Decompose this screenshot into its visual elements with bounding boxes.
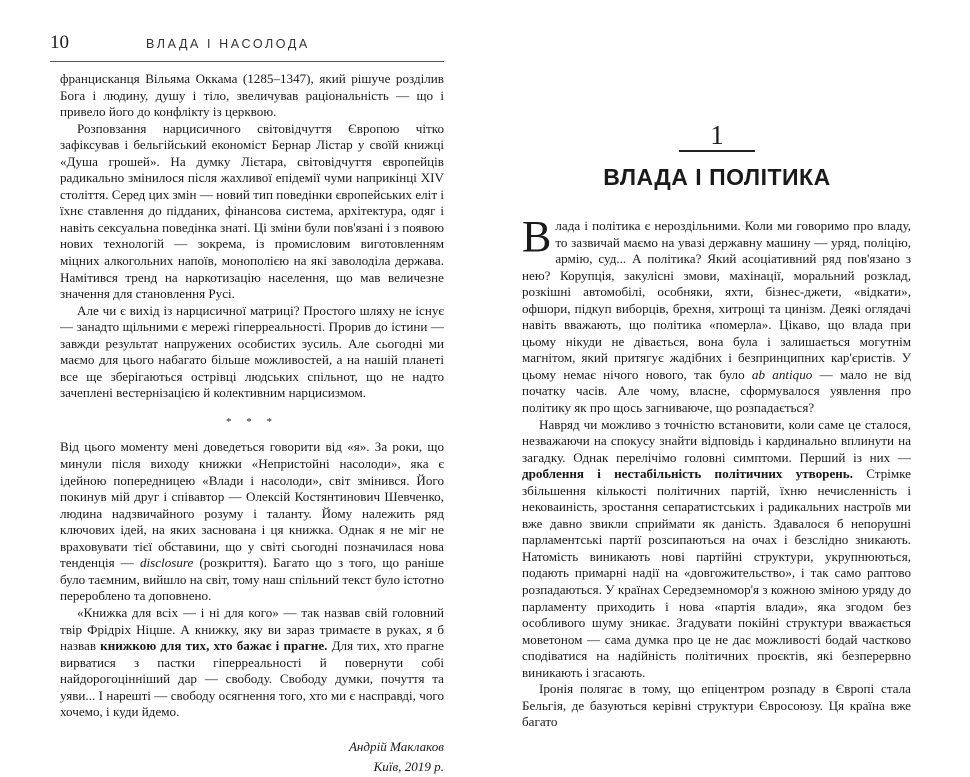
section-separator: * * * (226, 415, 278, 428)
paragraph: Іронія полягає в тому, що епіцентром розпаду в Європі стала Бельгія, де базуються керівні структури Євросоюзу. Ця країна вже багато (522, 681, 911, 730)
drop-cap: В (522, 212, 552, 261)
right-body-text (522, 212, 911, 731)
paragraph: Розповзання нарцисичного світовідчуття Європою чітко зафіксував і бельгійський економіст Бернар Лістар у своїй книжці «Душа грошей». На думку Лієтара, світовідчуття європейців радикально змінилося після жахливої епідемії чуми наприкінці XIV століття. Серед цих змін — новий тип поведінки європейських еліт і їхнє ставлення до підданих, фінансова система, архітектура, одяг і навіть сексуальна поведінка знаті. Ці зміни були пов'язані і з появою нових технологій — зокрема, із промисловим виготовленням міцних алкогольних напоїв, монополією на які заволоділа держава. Намітився тренд на наркотизацію населення, що мав величезне значення для становлення Русі. (60, 120, 444, 302)
chapter-rule (679, 150, 755, 152)
running-title: ВЛАДА І НАСОЛОДА (146, 37, 310, 51)
chapter-title: ВЛАДА І ПОЛІТИКА (603, 164, 831, 190)
signature (60, 737, 444, 777)
text-run: Стрімке збільшення кількості політичних партій, їхню нечисленність і нековаиність, зростання сепаратистських і радикальних настроїв ми вже давно звикли сприймати як даність. Здавалося б непорушні парламентські партії розсипаються на очах і безслідно зникають. Натомість виникають нові партійні структури, укрупнюються, подають примарні надії на «довгожительство», і так само раптово розпадаються. У країнах Середземномор'я з кожною зміною уряду до парламенту приходить і нова «партія влади», яка згодом без особливого шуму зникає. Згадувати покійні структури вважається моветоном — сама думка про це не дає можливості бодай частково сподіватися на надійність політичних проєктів, які безперервно виникають і згасають. (522, 466, 911, 680)
text-run: Від цього моменту мені доведеться говорити від «я». За роки, що минули після виходу книжки «Непристойні насолоди», яка є ідейною попередницею «Влади і насолоди», світ змінився. Його покинув мій друг і співавтор — Олексій Костянтинович Шевченко, людина надзвичайного розуму і таланту. Йому належить ряд ключових ідей, на яких заснована і ця книжка. Однак я не міг не враховувати тієї обставини, що у світі сьогодні позначилася нова тенденція — (60, 439, 444, 571)
bold-phrase: книжкою для тих, хто бажає і прагне. (100, 638, 328, 654)
text-run: Для тих, хто прагне вирватися з пастки гіперреальності й повернути собі найдорогоцінніший дар — свободу. Свободу думки, почуття та уяви... І нарешті — свободу осягнення того, хто ми є насправді, чого хочемо, і куди йдемо. (60, 638, 444, 720)
page-number: 10 (50, 32, 69, 53)
author-name: Андрій Маклаков (348, 738, 444, 754)
text-run: лада і політика є нероздільними. Коли ми говоримо про владу, то зазвичай маємо на увазі державну машину — уряд, поліцію, армію, суд... А політика? Який асоціативний ряд пов'язано з нею? Корупція, закулісні змови, махінації, моральний розклад, розкішні автомобілі, особняки, яхти, бізнес-джети, «відкати», офшори, підкуп виборців, брехня, хитрощі та цинізм. Деякі оглядачі навіть вважають, що політика «померла». Цікаво, що влада при цьому нікуди не дівається, вона була і залишається могутнім магнітом, який притягує жадібних і безпринципних кар'єристів. У цьому немає нічого нового, так було (522, 218, 911, 382)
paragraph (60, 439, 444, 604)
italic-term: disclosure (139, 555, 194, 571)
paragraph: францисканця Вільяма Оккама (1285–1347), який рішуче розділив Бога і людину, душу і тіло, звеличував раціональність — що і привело його до конфлікту із церквою. (60, 71, 444, 120)
text-run: (розкриття). Багато що з того, що раніше було таємним, вийшло на світ, тому наш спільний текст було істотно перероблено та доповнено. (60, 555, 444, 604)
bold-phrase: дроблення і нестабільність політичних утворень. (522, 466, 854, 482)
paragraph (60, 605, 444, 721)
chapter-number: 1 (710, 120, 724, 150)
italic-term: ab antiquo (751, 366, 813, 382)
text-run: «Книжка для всіх — і ні для кого» — так назвав свій головний твір Фрідріх Ніцше. А книжку, яку ви зараз тримаєте в руках, я б назвав (60, 604, 444, 654)
text-run: Навряд чи можливо з точністю встановити, коли саме це сталося, незважаючи на спокусу знайти відповідь і кардинально вплинути на загадку. Однак перелічімо головні симптоми. Перший із них — (522, 416, 911, 465)
left-page (0, 0, 485, 774)
paragraph (522, 212, 911, 417)
left-body-text (60, 71, 444, 777)
page-header (50, 28, 444, 60)
place-date: Київ, 2019 р. (373, 758, 444, 774)
header-rule (50, 61, 444, 62)
paragraph (522, 417, 911, 682)
right-page (485, 0, 970, 730)
paragraph: Але чи є вихід із нарцисичної матриці? Простого шляху не існує — занадто щільними є мережі гіперреальності. Прорив до істини — завжди результат напружених особистих зусиль. Але сьогодні ми маємо для цього набагато більше можливостей, а на нашій планеті все ще зберігаються острівці людських спільнот, що не надто зачеплені вестернізацією й колективним нарцисизмом. (60, 302, 444, 401)
text-run: — мало не від початку часів. Але чому, власне, сформувалося уявлення про політику як про щось загниваюче, що розпадається? (522, 366, 911, 416)
